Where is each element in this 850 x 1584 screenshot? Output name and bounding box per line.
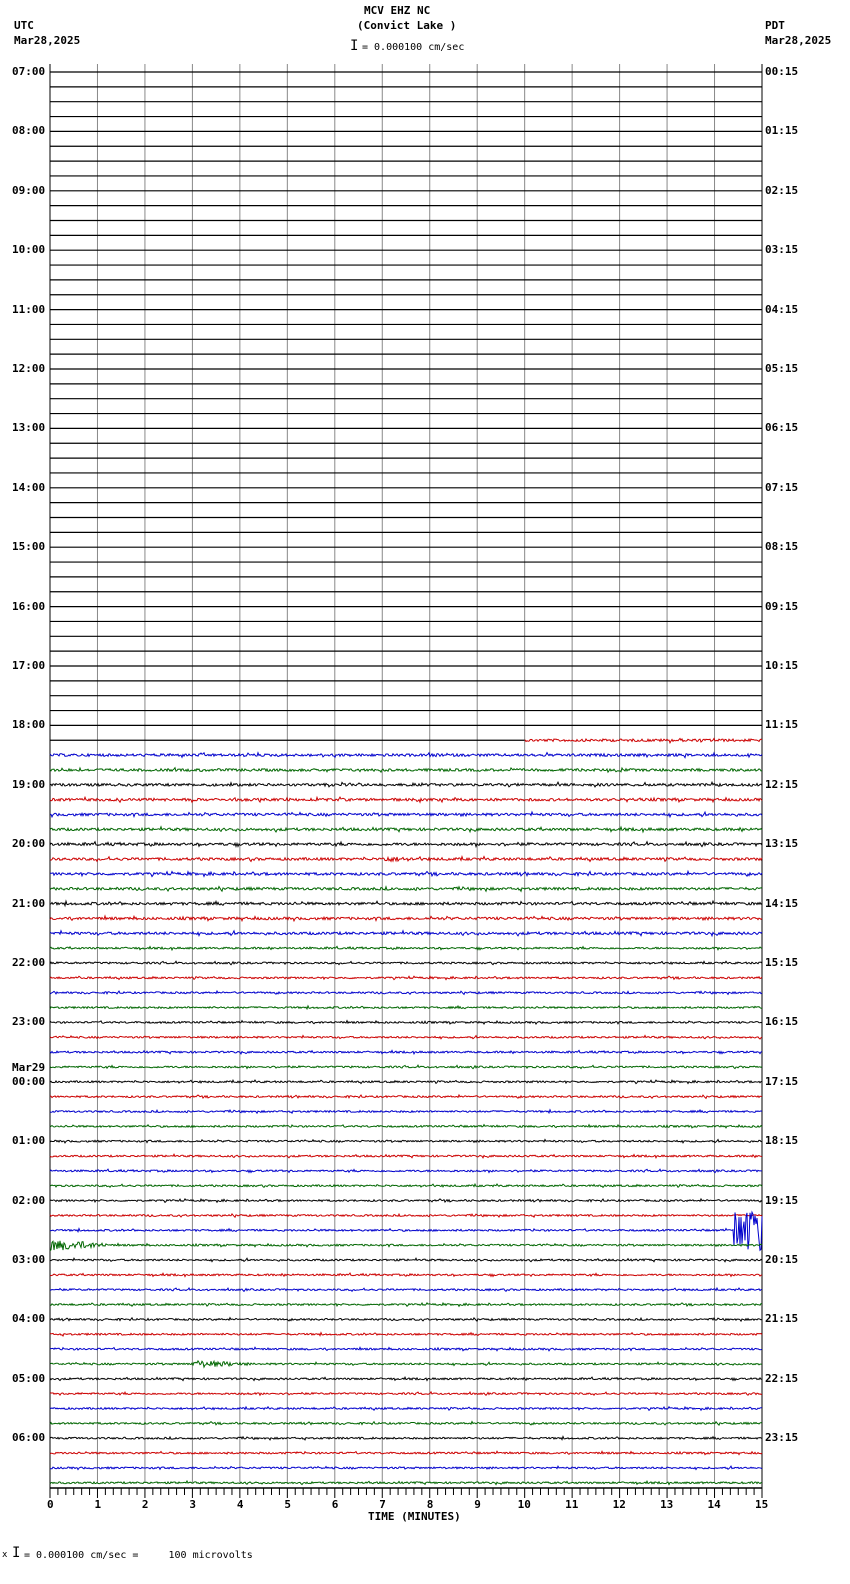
pdt-time-label: 01:15 bbox=[765, 124, 799, 138]
pdt-time-label: 10:15 bbox=[765, 659, 799, 672]
pdt-time-label: 23:15 bbox=[765, 1431, 799, 1445]
utc-hour-label: 10:00 bbox=[12, 243, 46, 257]
pdt-time-label: 21:15 bbox=[765, 1312, 799, 1326]
seismic-trace bbox=[50, 1392, 762, 1395]
utc-hour-label: 23:00 bbox=[12, 1015, 46, 1029]
utc-hour-label: 01:00 bbox=[12, 1134, 46, 1148]
utc-hour-label: 07:00 bbox=[12, 65, 46, 78]
utc-hour-label: 00:00 bbox=[12, 1074, 46, 1088]
seismic-trace bbox=[50, 976, 762, 979]
x-tick-label: 12 bbox=[612, 1498, 626, 1511]
seismic-trace bbox=[50, 1199, 762, 1203]
scale-bar-icon: I bbox=[350, 38, 359, 54]
utc-hour-label: 13:00 bbox=[12, 421, 46, 435]
pdt-time-label: 03:15 bbox=[765, 243, 799, 257]
x-tick-label: 7 bbox=[379, 1498, 386, 1511]
location-title: (Convict Lake ) bbox=[357, 19, 457, 32]
pdt-time-label: 06:15 bbox=[765, 421, 799, 435]
seismic-trace bbox=[50, 1361, 762, 1367]
seismic-trace bbox=[50, 1125, 762, 1128]
x-tick-label: 15 bbox=[755, 1498, 769, 1511]
pdt-time-label: 08:15 bbox=[765, 540, 799, 554]
utc-hour-label: 17:00 bbox=[12, 659, 46, 672]
pdt-time-label: 17:15 bbox=[765, 1074, 799, 1088]
footer-scale-bar-icon: I bbox=[12, 1545, 21, 1561]
utc-hour-label: 11:00 bbox=[12, 302, 46, 316]
x-tick-label: 10 bbox=[517, 1498, 531, 1511]
seismic-trace bbox=[50, 782, 762, 787]
seismic-trace bbox=[50, 1273, 762, 1277]
date-change-label: Mar29 bbox=[12, 1060, 46, 1074]
utc-hour-label: 08:00 bbox=[12, 124, 46, 138]
seismic-trace bbox=[50, 901, 762, 906]
seismic-trace bbox=[50, 1065, 762, 1068]
left-date: Mar28,2025 bbox=[14, 34, 81, 47]
utc-hour-label: 14:00 bbox=[12, 480, 46, 494]
pdt-time-label: 13:15 bbox=[765, 837, 799, 851]
seismic-trace bbox=[50, 1110, 762, 1113]
right-timezone: PDT bbox=[765, 19, 785, 32]
seismic-trace bbox=[50, 1407, 762, 1411]
pdt-time-label: 05:15 bbox=[765, 362, 799, 375]
seismic-trace bbox=[50, 871, 762, 876]
footer-prefix: x bbox=[2, 1550, 8, 1560]
seismic-trace bbox=[50, 931, 762, 936]
x-tick-label: 1 bbox=[94, 1498, 102, 1511]
left-timezone: UTC bbox=[14, 19, 34, 32]
seismic-trace bbox=[50, 1140, 762, 1143]
seismic-trace bbox=[50, 1050, 762, 1053]
seismic-trace bbox=[50, 1241, 762, 1251]
utc-hour-label: 05:00 bbox=[12, 1371, 46, 1385]
x-tick-label: 11 bbox=[565, 1498, 579, 1511]
utc-hour-label: 18:00 bbox=[12, 718, 46, 732]
scale-label: = 0.000100 cm/sec bbox=[362, 42, 465, 53]
seismic-trace bbox=[50, 1080, 762, 1084]
x-tick-label: 4 bbox=[236, 1498, 244, 1511]
seismic-trace bbox=[50, 827, 762, 832]
x-tick-label: 0 bbox=[47, 1498, 54, 1511]
pdt-time-label: 14:15 bbox=[765, 896, 799, 910]
utc-hour-label: 12:00 bbox=[12, 362, 46, 375]
x-tick-label: 9 bbox=[474, 1498, 481, 1511]
seismic-trace bbox=[50, 1154, 762, 1158]
x-tick-label: 8 bbox=[426, 1498, 434, 1511]
station-title: MCV EHZ NC bbox=[364, 4, 431, 17]
seismic-trace bbox=[50, 753, 762, 758]
pdt-time-label: 07:15 bbox=[765, 480, 799, 494]
pdt-time-label: 00:15 bbox=[765, 65, 799, 78]
seismic-trace bbox=[50, 961, 762, 964]
seismic-trace bbox=[50, 1318, 762, 1321]
seismic-trace bbox=[50, 1451, 762, 1454]
pdt-time-label: 02:15 bbox=[765, 183, 799, 197]
pdt-time-label: 20:15 bbox=[765, 1253, 799, 1266]
x-tick-label: 5 bbox=[284, 1498, 291, 1511]
pdt-time-label: 22:15 bbox=[765, 1371, 799, 1385]
x-tick-label: 6 bbox=[331, 1498, 339, 1511]
seismic-trace bbox=[50, 1377, 762, 1380]
utc-hour-label: 02:00 bbox=[12, 1193, 46, 1207]
seismic-trace bbox=[50, 1422, 762, 1426]
x-tick-label: 14 bbox=[707, 1498, 721, 1511]
seismic-trace bbox=[50, 1169, 762, 1172]
footer-scale-label: = 0.000100 cm/sec = 100 microvolts bbox=[24, 1550, 253, 1561]
seismic-trace bbox=[50, 1006, 762, 1009]
pdt-time-label: 11:15 bbox=[765, 718, 799, 732]
seismic-trace bbox=[50, 1466, 762, 1469]
seismic-trace bbox=[50, 1021, 762, 1025]
x-axis-label: TIME (MINUTES) bbox=[368, 1510, 461, 1523]
seismic-trace bbox=[50, 1481, 762, 1485]
seismic-trace bbox=[50, 812, 762, 817]
x-tick-label: 2 bbox=[141, 1498, 149, 1511]
seismic-trace bbox=[50, 1214, 762, 1217]
pdt-time-label: 09:15 bbox=[765, 599, 799, 613]
seismic-trace bbox=[50, 797, 762, 802]
seismic-trace bbox=[50, 1288, 762, 1291]
seismic-trace bbox=[50, 1184, 762, 1187]
seismic-trace bbox=[50, 991, 762, 994]
utc-hour-label: 21:00 bbox=[12, 896, 46, 910]
seismic-trace bbox=[50, 1095, 762, 1099]
seismic-trace bbox=[50, 857, 762, 862]
pdt-time-label: 18:15 bbox=[765, 1134, 799, 1148]
pdt-time-label: 16:15 bbox=[765, 1015, 799, 1029]
utc-hour-label: 04:00 bbox=[12, 1312, 46, 1326]
seismic-trace bbox=[50, 1303, 762, 1306]
pdt-time-label: 12:15 bbox=[765, 777, 799, 791]
utc-hour-label: 16:00 bbox=[12, 599, 46, 613]
pdt-time-label: 19:15 bbox=[765, 1193, 799, 1207]
utc-hour-label: 06:00 bbox=[12, 1431, 46, 1445]
utc-hour-label: 19:00 bbox=[12, 777, 46, 791]
seismic-trace bbox=[50, 916, 762, 921]
seismic-trace bbox=[50, 1347, 762, 1351]
x-tick-label: 13 bbox=[660, 1498, 674, 1511]
seismic-trace bbox=[50, 1437, 762, 1440]
seismic-trace bbox=[50, 842, 762, 847]
pdt-time-label: 15:15 bbox=[765, 956, 799, 969]
seismic-trace bbox=[50, 887, 762, 892]
utc-hour-label: 15:00 bbox=[12, 540, 46, 554]
seismic-trace bbox=[525, 738, 762, 742]
seismic-trace bbox=[50, 1333, 762, 1336]
seismic-trace bbox=[50, 946, 762, 950]
utc-hour-label: 03:00 bbox=[12, 1253, 46, 1266]
right-date: Mar28,2025 bbox=[765, 34, 832, 47]
pdt-time-label: 04:15 bbox=[765, 302, 799, 316]
utc-hour-label: 20:00 bbox=[12, 837, 46, 851]
utc-hour-label: 09:00 bbox=[12, 183, 46, 197]
x-tick-label: 3 bbox=[189, 1498, 197, 1511]
seismic-trace bbox=[50, 1258, 762, 1262]
seismic-trace bbox=[50, 1036, 762, 1040]
seismic-trace bbox=[50, 768, 762, 772]
utc-hour-label: 22:00 bbox=[12, 956, 46, 969]
